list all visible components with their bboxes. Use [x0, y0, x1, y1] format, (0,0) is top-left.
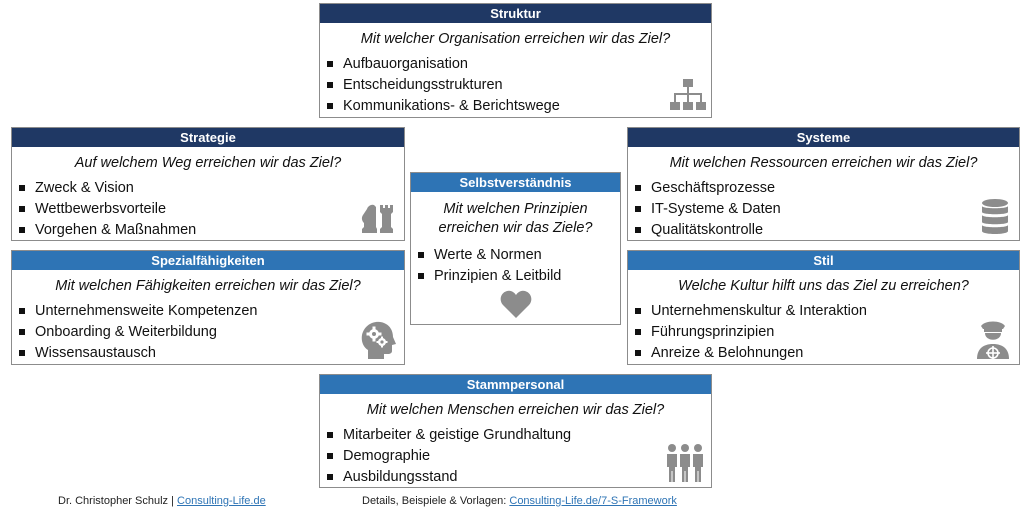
org-chart-icon [669, 78, 707, 112]
list-item: Vorgehen & Maßnahmen [12, 220, 404, 241]
list-item: Unternehmenskultur & Interaktion [628, 301, 1019, 322]
details-label: Details, Beispiele & Vorlagen: [362, 495, 507, 507]
list-item: Aufbauorganisation [320, 54, 711, 75]
spezialfaehigkeiten-title: Spezialfähigkeiten [12, 251, 404, 270]
strategie-list [12, 178, 404, 240]
list-item: Prinzipien & Leitbild [411, 266, 620, 287]
list-item: Wissensaustausch [12, 343, 404, 364]
list-item: Werte & Normen [411, 245, 620, 266]
database-icon [980, 198, 1010, 236]
selbstverstaendnis-question [411, 200, 620, 238]
stil-list [628, 301, 1019, 363]
systeme-list [628, 178, 1019, 240]
list-item: Geschäftsprozesse [628, 178, 1019, 199]
selbstverstaendnis-title: Selbstverständnis [411, 173, 620, 192]
list-item: Ausbildungsstand [320, 467, 711, 488]
spezialfaehigkeiten-question: Mit welchen Fähigkeiten erreichen wir das Ziel? [55, 278, 361, 294]
question-line: Mit welchen Prinzipien [443, 201, 588, 217]
details-link[interactable]: Consulting-Life.de/7-S-Framework [509, 495, 677, 507]
systeme-title: Systeme [628, 128, 1019, 147]
stammpersonal-box [319, 374, 712, 488]
list-item: Mitarbeiter & geistige Grundhaltung [320, 425, 711, 446]
stil-question: Welche Kultur hilft uns das Ziel zu erreichen? [678, 278, 969, 294]
list-item: Unternehmensweite Kompetenzen [12, 301, 404, 322]
chess-pieces-icon [358, 199, 396, 235]
people-group-icon [664, 443, 706, 483]
systeme-question: Mit welchen Ressourcen erreichen wir das Ziel? [669, 155, 978, 171]
head-gears-icon [360, 320, 396, 360]
list-item: Qualitätskontrolle [628, 220, 1019, 241]
list-item: Anreize & Belohnungen [628, 343, 1019, 364]
captain-icon [975, 318, 1011, 360]
list-item: Kommunikations- & Berichtswege [320, 96, 711, 117]
stammpersonal-title: Stammpersonal [320, 375, 711, 394]
strategie-box [11, 127, 405, 241]
spezialfaehigkeiten-box [11, 250, 405, 365]
author-link[interactable]: Consulting-Life.de [177, 495, 266, 507]
struktur-list [320, 54, 711, 116]
selbstverstaendnis-list [411, 245, 620, 287]
selbstverstaendnis-box [410, 172, 621, 325]
list-item: Entscheidungsstrukturen [320, 75, 711, 96]
footer-author [58, 494, 266, 508]
list-item: Demographie [320, 446, 711, 467]
struktur-question: Mit welcher Organisation erreichen wir das Ziel? [360, 31, 671, 47]
systeme-box [627, 127, 1020, 241]
strategie-question: Auf welchem Weg erreichen wir das Ziel? [74, 155, 342, 171]
list-item: Wettbewerbsvorteile [12, 199, 404, 220]
stil-title: Stil [628, 251, 1019, 270]
heart-icon [500, 289, 532, 319]
author-name: Dr. Christopher Schulz | [58, 495, 174, 507]
struktur-box [319, 3, 712, 118]
stammpersonal-question: Mit welchen Menschen erreichen wir das Ziel? [366, 402, 665, 418]
question-line: erreichen wir das Ziele? [438, 220, 593, 236]
list-item: IT-Systeme & Daten [628, 199, 1019, 220]
stammpersonal-list [320, 425, 711, 487]
footer-details [362, 494, 677, 508]
strategie-title: Strategie [12, 128, 404, 147]
struktur-title: Struktur [320, 4, 711, 23]
list-item: Onboarding & Weiterbildung [12, 322, 404, 343]
list-item: Zweck & Vision [12, 178, 404, 199]
spezialfaehigkeiten-list [12, 301, 404, 363]
stil-box [627, 250, 1020, 365]
list-item: Führungsprinzipien [628, 322, 1019, 343]
